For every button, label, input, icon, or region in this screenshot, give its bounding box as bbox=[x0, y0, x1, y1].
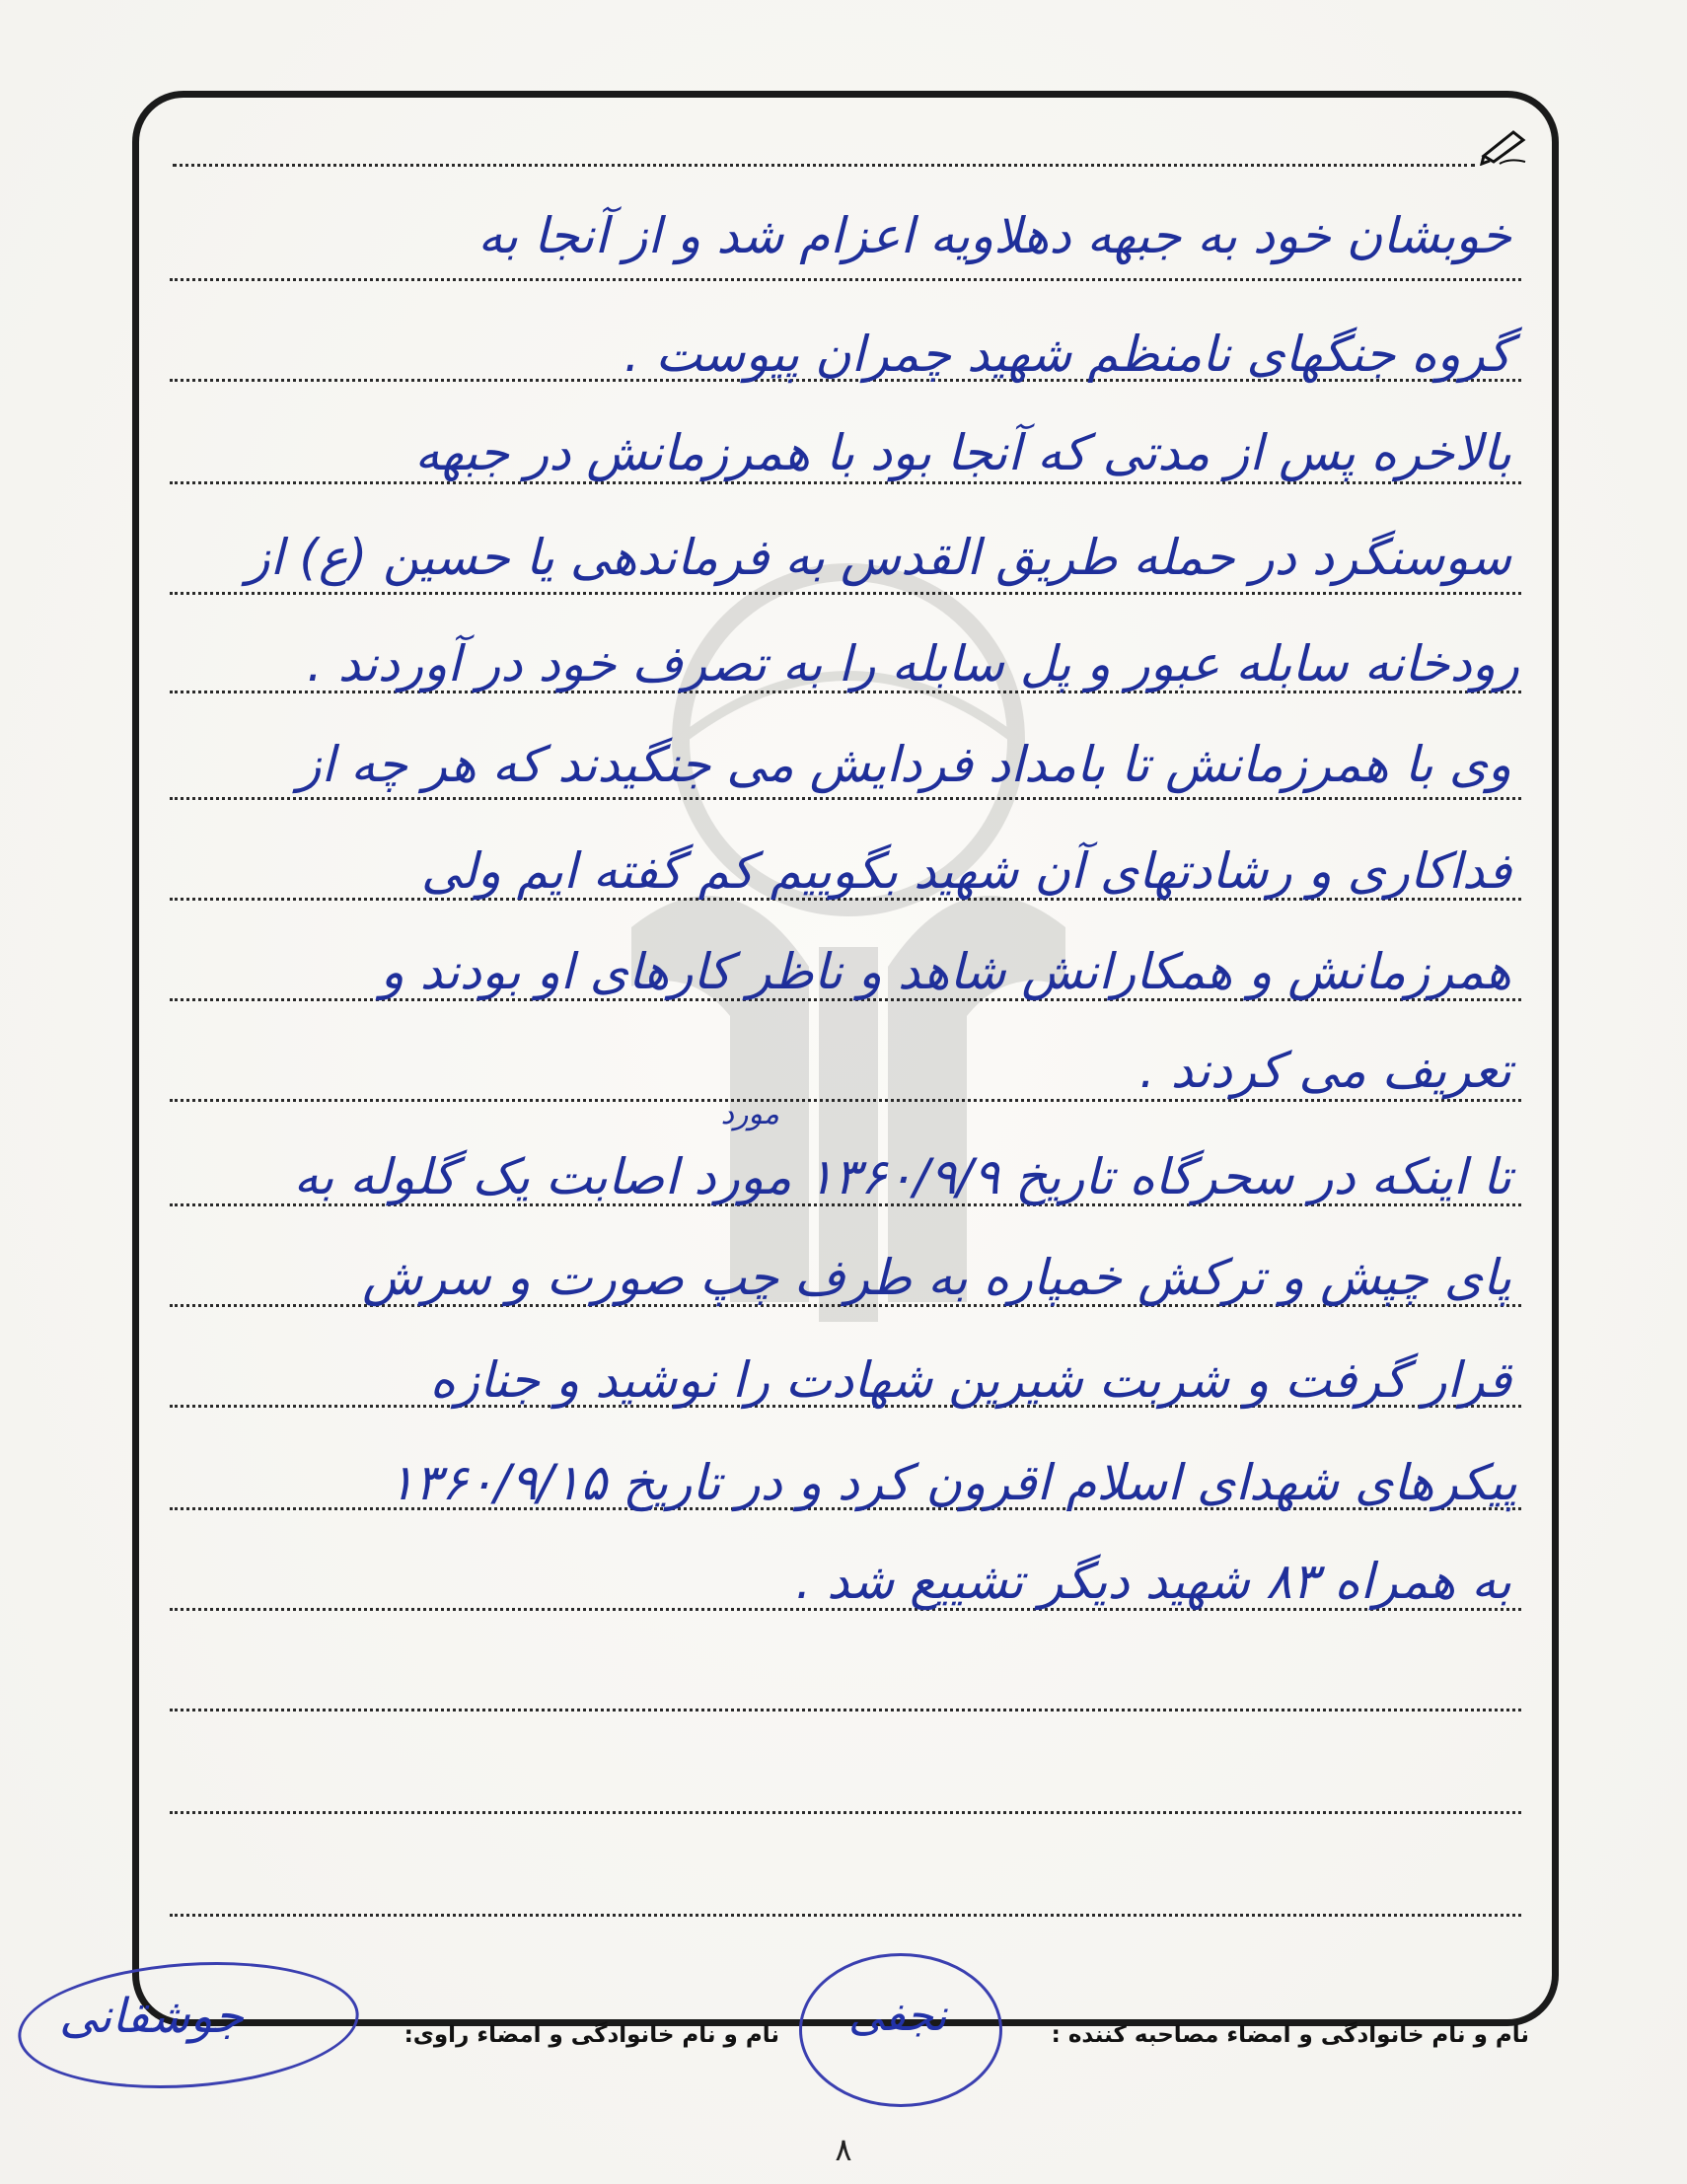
interviewer-signature: نجفی bbox=[848, 1991, 947, 2041]
ruled-line bbox=[170, 1709, 1521, 1711]
handwritten-line: تا اینکه در سحرگاه تاریخ ۱۳۶۰/۹/۹ مورد اصابت یک گلوله به bbox=[293, 1148, 1511, 1205]
correction-note: مورد bbox=[720, 1097, 779, 1131]
page-number: ۸ bbox=[835, 2131, 852, 2168]
ruled-line bbox=[170, 481, 1521, 484]
handwritten-line: فداکاری و رشادتهای آن شهید بگوییم کم گفته ایم ولی bbox=[420, 842, 1511, 900]
handwritten-line: وی با همرزمانش تا بامداد فردایش می جنگیدند که هر چه از bbox=[297, 736, 1511, 793]
handwritten-line: رودخانه سابله عبور و پل سابله را به تصرف خود در آوردند . bbox=[306, 635, 1519, 692]
narrator-signature: جوشقانی bbox=[59, 1989, 244, 2044]
handwritten-line: سوسنگرد در حمله طریق القدس به فرماندهی یا حسین (ع) از bbox=[246, 529, 1511, 586]
handwritten-line: تعریف می کردند . bbox=[1138, 1042, 1511, 1099]
handwritten-line: پیکرهای شهدای اسلام اقرون کرد و در تاریخ ۱۳۶۰/۹/۱۵ bbox=[388, 1454, 1517, 1511]
handwritten-line: همرزمانش و همکارانش شاهد و ناظر کارهای او بودند و bbox=[380, 943, 1511, 1000]
ruled-line bbox=[170, 1811, 1521, 1814]
ruled-line bbox=[170, 278, 1521, 281]
handwritten-line: قرار گرفت و شربت شیرین شهادت را نوشید و جنازه bbox=[429, 1351, 1511, 1409]
handwritten-line: خوبشان خود به جبهه دهلاویه اعزام شد و از آنجا به bbox=[477, 207, 1511, 264]
ruled-line bbox=[170, 592, 1521, 595]
handwritten-line: به همراه ۸۳ شهید دیگر تشییع شد . bbox=[795, 1553, 1511, 1610]
ruled-line bbox=[170, 1099, 1521, 1102]
interviewer-label: نام و نام خانوادگی و امضاء مصاحبه کننده : bbox=[1051, 2022, 1529, 2048]
ruled-line bbox=[170, 1914, 1521, 1917]
handwritten-line: پای چپش و ترکش خمپاره به طرف چپ صورت و سرش bbox=[362, 1249, 1511, 1306]
handwritten-line: بالاخره پس از مدتی که آنجا بود با همرزمانش در جبهه bbox=[414, 424, 1511, 481]
narrator-label: نام و نام خانوادگی و امضاء راوی: bbox=[403, 2022, 779, 2048]
ruled-line bbox=[173, 164, 1475, 167]
handwritten-line: گروه جنگهای نامنظم شهید چمران پیوست . bbox=[623, 326, 1511, 383]
ruled-line bbox=[170, 797, 1521, 800]
pen-writing-icon bbox=[1480, 126, 1529, 166]
